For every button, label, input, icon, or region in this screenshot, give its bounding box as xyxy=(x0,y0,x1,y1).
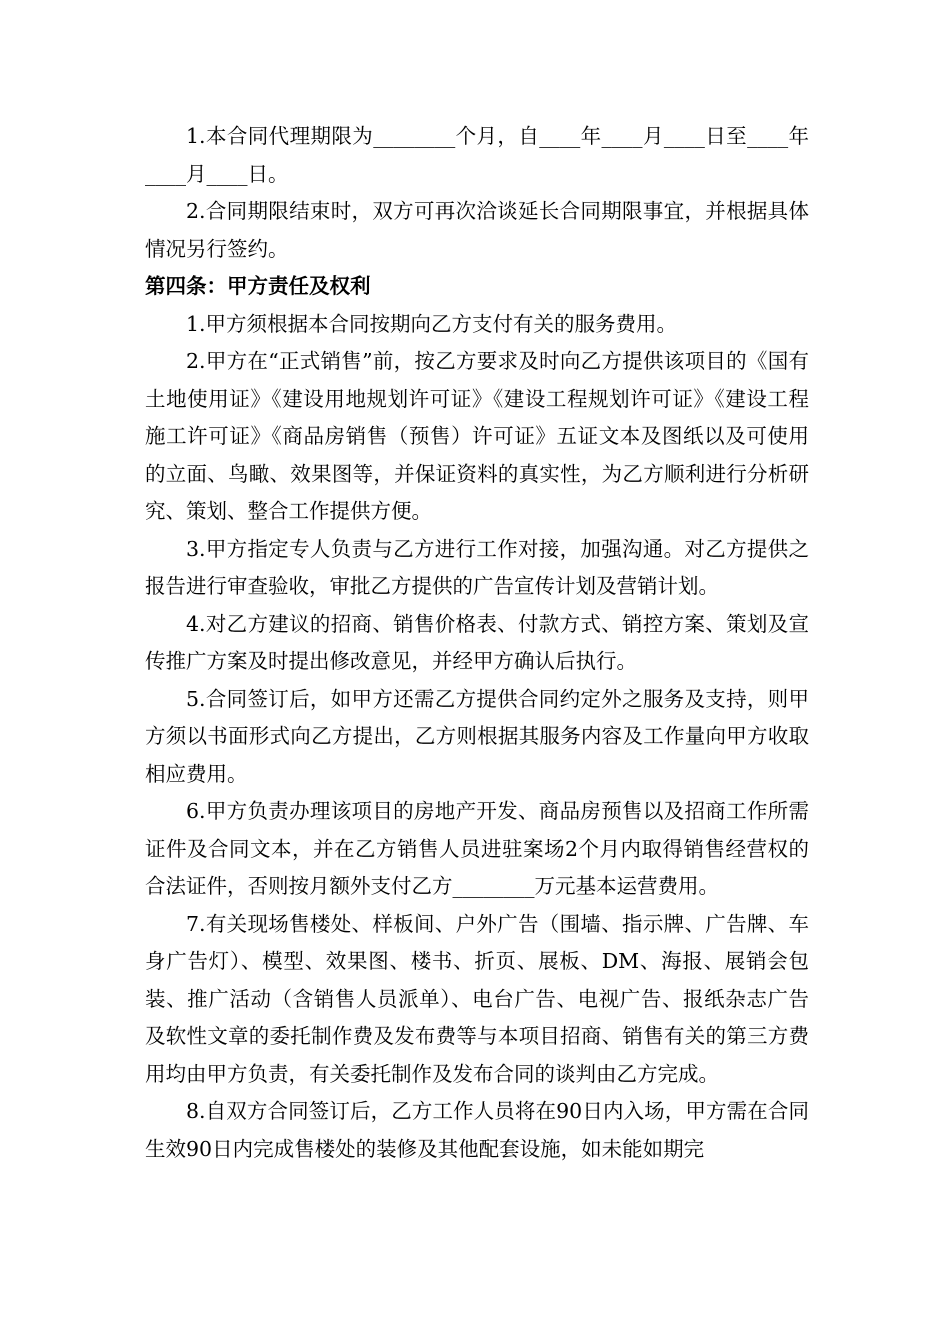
paragraph-party-a-2: 2.甲方在“正式销售”前，按乙方要求及时向乙方提供该项目的《国有土地使用证》《建设用地规划许可证》《建设工程规划许可证》《建设工程施工许可证》《商品房销售（预售）许可证》五证文本及图纸以及可使用的立面、鸟瞰、效果图等，并保证资料的真实性，为乙方顺利进行分析研究、策划、整合工作提供方便。 xyxy=(145,349,809,523)
paragraph-term-1: 1.本合同代理期限为________个月，自____年____月____日至____年____月____日。 xyxy=(145,124,809,186)
paragraph-party-a-4: 4.对乙方建议的招商、销售价格表、付款方式、销控方案、策划及宣传推广方案及时提出修改意见，并经甲方确认后执行。 xyxy=(145,611,809,673)
document-page xyxy=(145,118,809,1168)
paragraph-term-2: 2.合同期限结束时，双方可再次洽谈延长合同期限事宜，并根据具体情况另行签约。 xyxy=(145,199,809,261)
paragraph-party-a-5: 5.合同签订后，如甲方还需乙方提供合同约定外之服务及支持，则甲方须以书面形式向乙方提出，乙方则根据其服务内容及工作量向甲方收取相应费用。 xyxy=(145,686,809,786)
paragraph-party-a-7: 7.有关现场售楼处、样板间、户外广告（围墙、指示牌、广告牌、车身广告灯）、模型、效果图、楼书、折页、展板、DM、海报、展销会包装、推广活动（含销售人员派单）、电台广告、电视广告、报纸杂志广告及软性文章的委托制作费及发布费等与本项目招商、销售有关的第三方费用均由甲方负责，有关委托制作及发布合同的谈判由乙方完成。 xyxy=(145,911,809,1086)
paragraph-party-a-1: 1.甲方须根据本合同按期向乙方支付有关的服务费用。 xyxy=(186,311,678,336)
paragraph-party-a-3: 3.甲方指定专人负责与乙方进行工作对接，加强沟通。对乙方提供之报告进行审查验收，审批乙方提供的广告宣传计划及营销计划。 xyxy=(145,536,809,598)
paragraph-party-a-8: 8.自双方合同签订后，乙方工作人员将在90日内入场，甲方需在合同生效90日内完成售楼处的装修及其他配套设施，如未能如期完 xyxy=(145,1099,809,1161)
section-heading-article-4: 第四条：甲方责任及权利 xyxy=(145,274,371,298)
paragraph-party-a-6: 6.甲方负责办理该项目的房地产开发、商品房预售以及招商工作所需证件及合同文本，并在乙方销售人员进驻案场2个月内取得销售经营权的合法证件，否则按月额外支付乙方________万元基本运营费用。 xyxy=(145,799,809,898)
